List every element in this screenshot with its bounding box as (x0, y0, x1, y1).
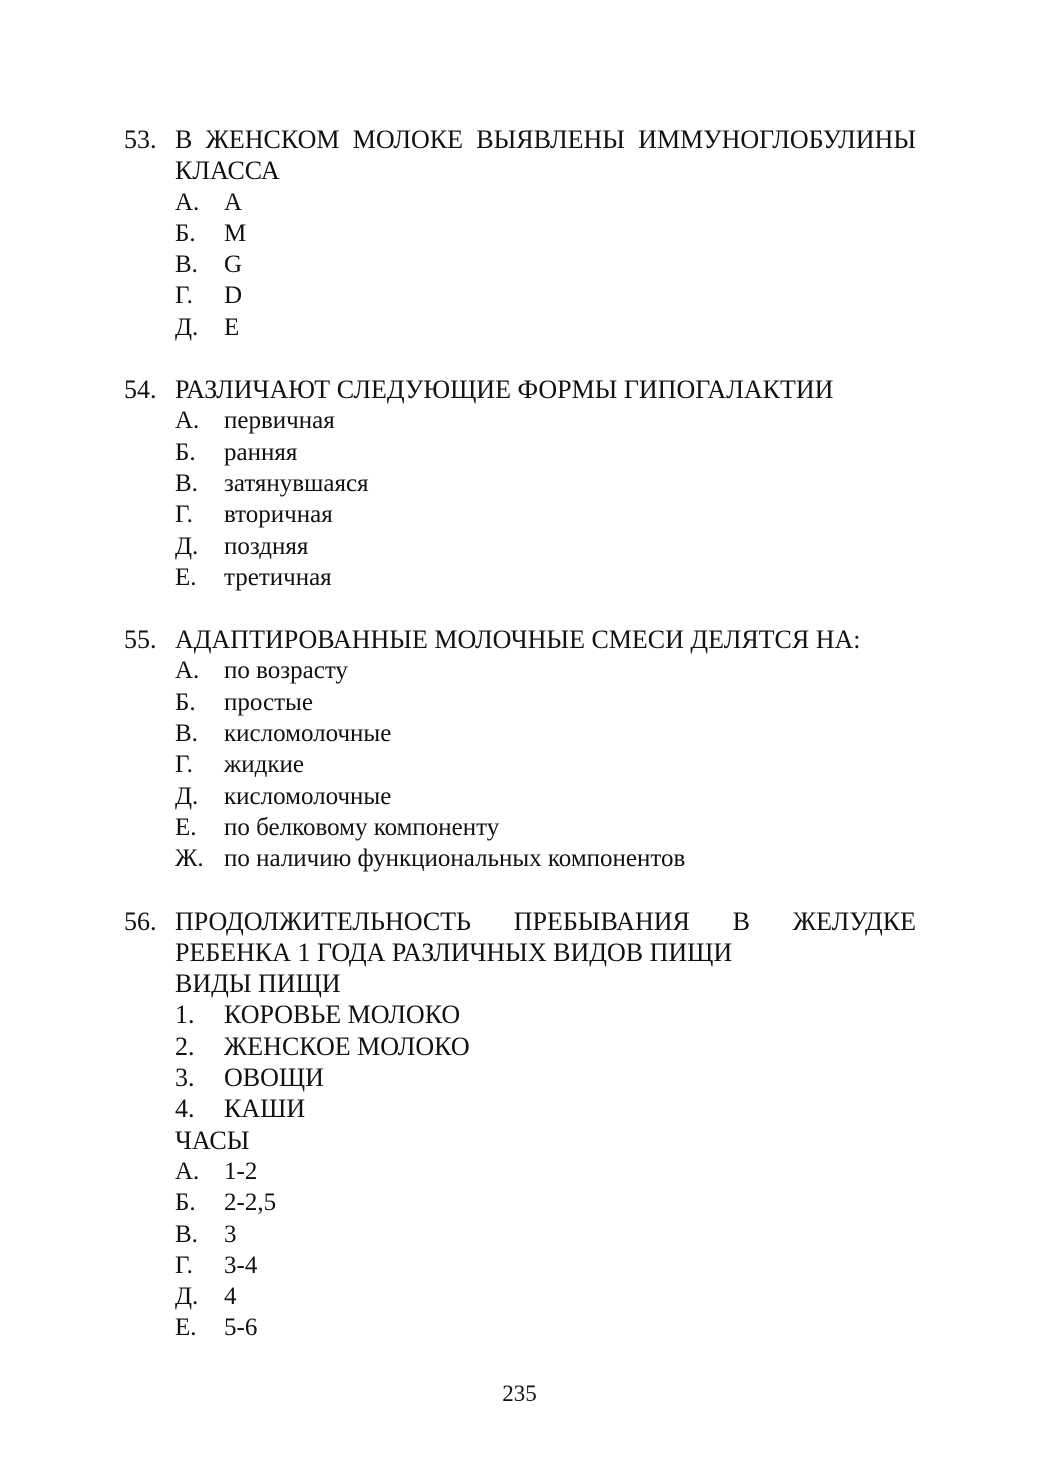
option-letter: А. (175, 1157, 200, 1185)
option-letter: Е. (175, 563, 197, 591)
option-letter: Г. (175, 282, 193, 310)
answer-options (124, 655, 916, 874)
answer-options (124, 187, 916, 343)
option-text: ОВОЩИ (224, 1063, 324, 1093)
question-title: ПРОДОЛЖИТЕЛЬНОСТЬ ПРЕБЫВАНИЯ В ЖЕЛУДКЕ РЕБЕНКА 1 ГОДА РАЗЛИЧНЫХ ВИДОВ ПИЩИ (175, 906, 916, 967)
answer-option (175, 1093, 916, 1124)
answer-option (175, 1062, 916, 1093)
answer-options (124, 1156, 916, 1344)
answer-option (175, 562, 916, 593)
answer-option (175, 187, 916, 218)
option-text: по возрасту (224, 657, 348, 685)
answer-option (175, 1187, 916, 1218)
page-number: 235 (502, 1381, 537, 1406)
option-text: M (224, 219, 247, 247)
question-56 (124, 906, 916, 1344)
option-letter: 3. (175, 1063, 195, 1093)
option-letter: Д. (175, 532, 199, 560)
option-text: E (224, 313, 240, 341)
option-letter: В. (175, 1220, 198, 1248)
question-title: В ЖЕНСКОМ МОЛОКЕ ВЫЯВЛЕНЫ ИММУНОГЛОБУЛИНЫ КЛАССА (175, 125, 916, 186)
option-letter: Д. (175, 1283, 199, 1311)
question-subheading: ЧАСЫ (175, 1125, 250, 1155)
answer-option (175, 749, 916, 780)
option-letter: Б. (175, 219, 196, 247)
option-letter: Б. (175, 1189, 196, 1217)
answer-option (175, 1312, 916, 1343)
option-text: вторичная (224, 501, 333, 529)
answer-option (175, 781, 916, 812)
answer-option (175, 312, 916, 343)
option-letter: А. (175, 657, 200, 685)
option-text: по наличию функциональных компонентов (224, 845, 686, 873)
answer-option (175, 499, 916, 530)
option-text: кисломолочные (224, 720, 392, 748)
answer-option (175, 531, 916, 562)
option-letter: А. (175, 407, 200, 435)
answer-option (175, 1219, 916, 1250)
question-number: 54. (124, 375, 157, 405)
option-letter: Г. (175, 1251, 193, 1279)
answer-option (175, 812, 916, 843)
question-list (124, 124, 916, 1344)
question-number: 56. (124, 906, 157, 936)
option-text: 3 (224, 1220, 237, 1248)
option-text: A (224, 188, 243, 216)
question-title: АДАПТИРОВАННЫЕ МОЛОЧНЫЕ СМЕСИ ДЕЛЯТСЯ НА: (175, 625, 861, 655)
answer-option (175, 1156, 916, 1187)
answer-option (175, 468, 916, 499)
option-letter: Е. (175, 1314, 197, 1342)
answer-option (175, 249, 916, 280)
option-text: D (224, 282, 243, 310)
option-text: 2-2,5 (224, 1189, 277, 1217)
option-letter: А. (175, 188, 200, 216)
option-text: поздняя (224, 532, 309, 560)
question-header (124, 124, 916, 187)
question-54 (124, 374, 916, 593)
answer-option (175, 718, 916, 749)
option-letter: 2. (175, 1031, 195, 1061)
option-text: G (224, 251, 243, 279)
option-letter: В. (175, 720, 198, 748)
option-text: ЖЕНСКОЕ МОЛОКО (224, 1031, 470, 1061)
option-text: простые (224, 688, 313, 716)
option-letter: Ж. (175, 845, 204, 873)
answer-option (175, 218, 916, 249)
answer-option (175, 1281, 916, 1312)
option-letter: Б. (175, 688, 196, 716)
question-header (124, 624, 916, 655)
option-text: 1-2 (224, 1157, 258, 1185)
question-subheading: ВИДЫ ПИЩИ (175, 969, 341, 999)
answer-option (175, 843, 916, 874)
answer-option (175, 280, 916, 311)
option-letter: Г. (175, 751, 193, 779)
option-text: по белковому компоненту (224, 813, 500, 841)
question-number: 55. (124, 625, 157, 655)
question-55 (124, 624, 916, 874)
option-letter: Б. (175, 438, 196, 466)
question-header (124, 374, 916, 405)
answer-option (175, 655, 916, 686)
answer-option (175, 1031, 916, 1062)
question-title: РАЗЛИЧАЮТ СЛЕДУЮЩИЕ ФОРМЫ ГИПОГАЛАКТИИ (175, 375, 834, 405)
option-text: кисломолочные (224, 782, 392, 810)
option-text: ранняя (224, 438, 298, 466)
answer-option (175, 405, 916, 436)
option-letter: Г. (175, 501, 193, 529)
option-text: третичная (224, 563, 332, 591)
option-letter: Д. (175, 782, 199, 810)
option-text: жидкие (224, 751, 304, 779)
answer-option (175, 999, 916, 1030)
option-text: 5-6 (224, 1314, 258, 1342)
option-letter: Д. (175, 313, 199, 341)
option-letter: 4. (175, 1094, 195, 1124)
option-text: затянувшаяся (224, 469, 369, 497)
answer-options (124, 999, 916, 1124)
answer-option (175, 1250, 916, 1281)
option-text: первичная (224, 407, 335, 435)
option-letter: Е. (175, 813, 197, 841)
option-text: КОРОВЬЕ МОЛОКО (224, 1000, 461, 1030)
option-letter: В. (175, 469, 198, 497)
question-number: 53. (124, 125, 157, 154)
option-text: 3-4 (224, 1251, 258, 1279)
option-text: 4 (224, 1283, 237, 1311)
answer-option (175, 437, 916, 468)
answer-options (124, 405, 916, 593)
answer-option (175, 687, 916, 718)
option-letter: В. (175, 251, 198, 279)
question-header (124, 906, 916, 969)
question-53 (124, 124, 916, 343)
option-letter: 1. (175, 1000, 195, 1030)
option-text: КАШИ (224, 1094, 306, 1124)
